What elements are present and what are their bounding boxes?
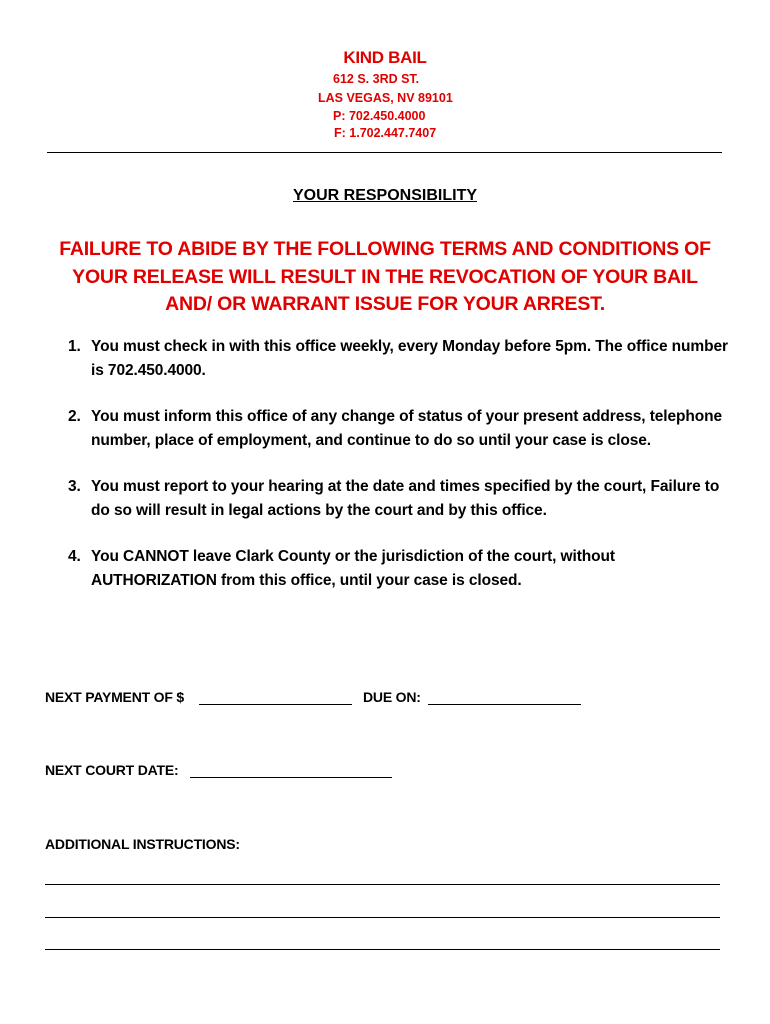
term-number: 4. <box>68 548 81 565</box>
due-on-label: DUE ON: <box>363 689 421 705</box>
page-title <box>0 187 770 205</box>
company-name: KIND BAIL <box>343 48 427 67</box>
terms-list <box>68 335 728 615</box>
term-text: You must check in with this office weekly, every Monday before 5pm. The office number is 702.450.4000. <box>91 338 728 379</box>
term-number: 2. <box>68 408 81 425</box>
due-on-field[interactable] <box>428 704 581 705</box>
term-item <box>68 335 728 383</box>
next-payment-field[interactable] <box>199 704 352 705</box>
additional-instructions-line-3[interactable] <box>45 949 720 950</box>
term-item <box>68 475 728 523</box>
next-court-date-field[interactable] <box>190 777 392 778</box>
next-payment-label: NEXT PAYMENT OF $ <box>45 689 184 705</box>
city-state-zip: LAS VEGAS, NV 89101 <box>318 91 453 105</box>
term-number: 3. <box>68 478 81 495</box>
term-text: You must inform this office of any change of status of your present address, telephone number, place of employment, and continue to do so until your case is close. <box>91 408 723 449</box>
additional-instructions-line-2[interactable] <box>45 917 720 918</box>
page-title-text: YOUR RESPONSIBILITY <box>292 187 478 204</box>
term-item <box>68 405 728 453</box>
term-number: 1. <box>68 338 81 355</box>
term-text: You must report to your hearing at the date and times specified by the court, Failure to do so will result in legal actions by the court and by this office. <box>91 478 720 519</box>
next-court-date-label: NEXT COURT DATE: <box>45 762 179 778</box>
header-divider <box>47 152 722 153</box>
additional-instructions-label: ADDITIONAL INSTRUCTIONS: <box>45 836 240 852</box>
fax-number: F: 1.702.447.7407 <box>334 126 437 140</box>
phone-number: P: 702.450.4000 <box>333 109 426 123</box>
term-item <box>68 545 728 593</box>
warning-notice: FAILURE TO ABIDE BY THE FOLLOWING TERMS AND CONDITIONS OF YOUR RELEASE WILL RESULT IN THE REVOCATION OF YOUR BAIL AND/ OR WARRANT ISSUE FOR YOUR ARREST. <box>59 238 711 315</box>
term-text: You CANNOT leave Clark County or the jurisdiction of the court, without AUTHORIZATION from this office, until your case is closed. <box>91 548 615 589</box>
additional-instructions-line-1[interactable] <box>45 884 720 885</box>
street-address: 612 S. 3RD ST. <box>333 72 420 86</box>
